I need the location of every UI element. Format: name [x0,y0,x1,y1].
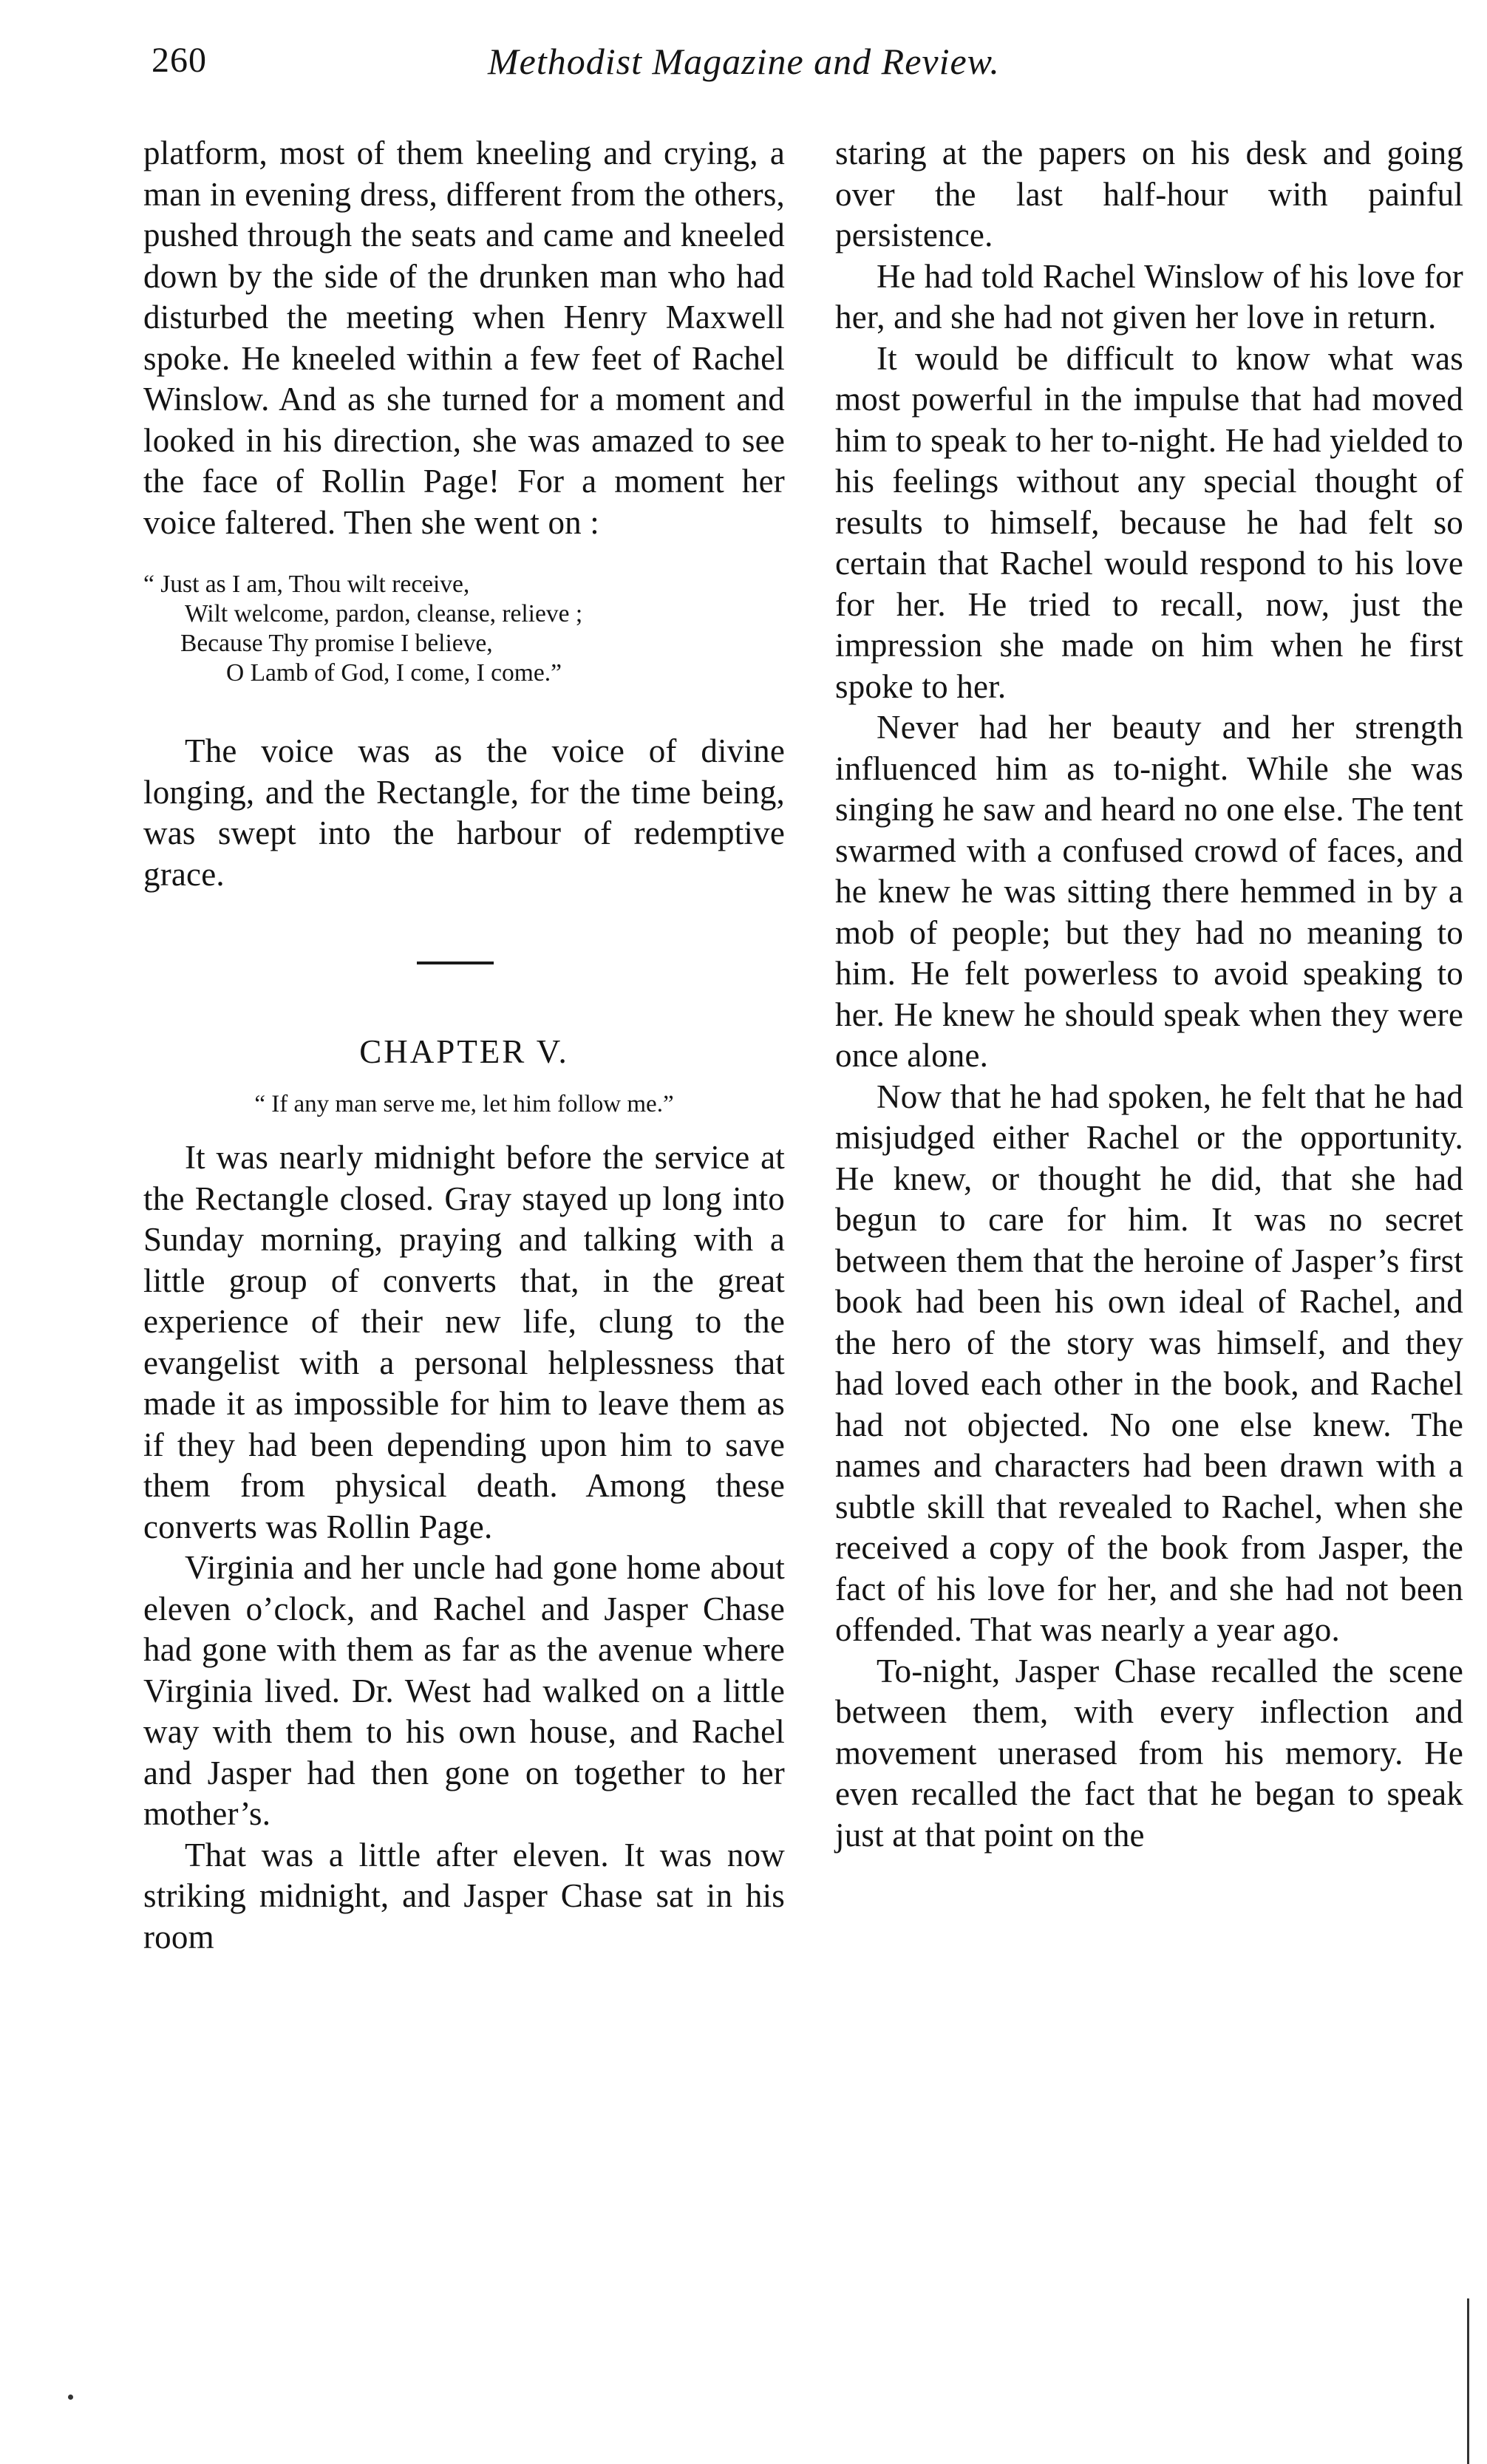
scan-speck [68,2395,73,2400]
chapter-epigraph: “ If any man serve me, let him follow me.” [254,1091,674,1117]
paragraph: platform, most of them kneeling and crying, a man in evening dress, different from the others, pushed through the seats and came and kneeled down by the side of the drunken man who had disturbed the meeting when Henry Maxwell spoke. He kneeled within a few feet of Rachel Winslow. And as she turned for a moment and looked in his direction, she was amazed to see the face of Rollin Page! For a moment her voice faltered. Then she went on : [143,135,785,541]
verse-line: Wilt welcome, pardon, cleanse, relieve ; [185,600,583,627]
paragraph: The voice was as the voice of divine longing, and the Rectangle, for the time being, was swept into the harbour of redemptive grace. [143,732,785,893]
left-column [143,133,785,1958]
right-column [835,133,1463,1856]
verse-line: “ Just as I am, Thou wilt receive, [143,571,470,598]
paragraph: He had told Rachel Winslow of his love for her, and she had not given her love in return. [835,257,1463,336]
paragraph: It was nearly midnight before the service at the Rectangle closed. Gray stayed up long into Sunday morning, praying and talking with a little group of converts that, in the great experience of their new life, clung to the evangelist with a personal helplessness that made it as impossible for him to leave them as if they had been depending upon him to save them from physical death. Among these converts was Rollin Page. [143,1139,785,1545]
verse-line: Because Thy promise I believe, [180,630,493,657]
hymn-verse [143,570,785,688]
running-title: Methodist Magazine and Review. [488,41,1000,82]
chapter-title: CHAPTER V. [359,1033,569,1070]
section-divider [417,962,494,964]
paragraph: It would be difficult to know what was most powerful in the impulse that had moved him to speak to her to-night. He had yielded to his feelings without any special thought of results to himself, because he had felt so certain that Rachel would respond to his love for her. He tried to recall, now, just the impression she made on him when he first spoke to her. [835,339,1463,705]
paragraph: staring at the papers on his desk and going over the last half-hour with painful persistence. [835,135,1463,253]
scan-edge-mark [1467,2298,1469,2464]
page-number: 260 [152,41,207,80]
verse-line: O Lamb of God, I come, I come.” [226,659,562,687]
page-header [152,40,1142,92]
paragraph: That was a little after eleven. It was now striking midnight, and Jasper Chase sat in his room [143,1836,785,1956]
paragraph: Virginia and her uncle had gone home about eleven o’clock, and Rachel and Jasper Chase had gone with them as far as the avenue where Virginia lived. Dr. West had walked on a little way with them to his own house, and Rachel and Jasper had then gone on together to her mother’s. [143,1549,785,1832]
paragraph: Never had her beauty and her strength influenced him as to-night. While she was singing he saw and heard no one else. The tent swarmed with a confused crowd of faces, and he knew he was sitting there hemmed in by a mob of people; but they had no meaning to him. He felt powerless to avoid speaking to her. He knew he should speak when they were once alone. [835,709,1463,1074]
paragraph: To-night, Jasper Chase recalled the scene between them, with every inflection and movement unerased from his memory. He even recalled the fact that he began to speak just at that point on the [835,1652,1463,1854]
paragraph: Now that he had spoken, he felt that he had misjudged either Rachel or the opportunity. He knew, or thought he did, that she had begun to care for him. It was no secret between them that the heroine of Jasper’s first book had been his own ideal of Rachel, and the hero of the story was himself, and they had loved each other in the book, and Rachel had not objected. No one else knew. The names and characters had been drawn with a subtle skill that revealed to Rachel, when she received a copy of the book from Jasper, the fact of his love for her, and she had not been offended. That was nearly a year ago. [835,1078,1463,1648]
